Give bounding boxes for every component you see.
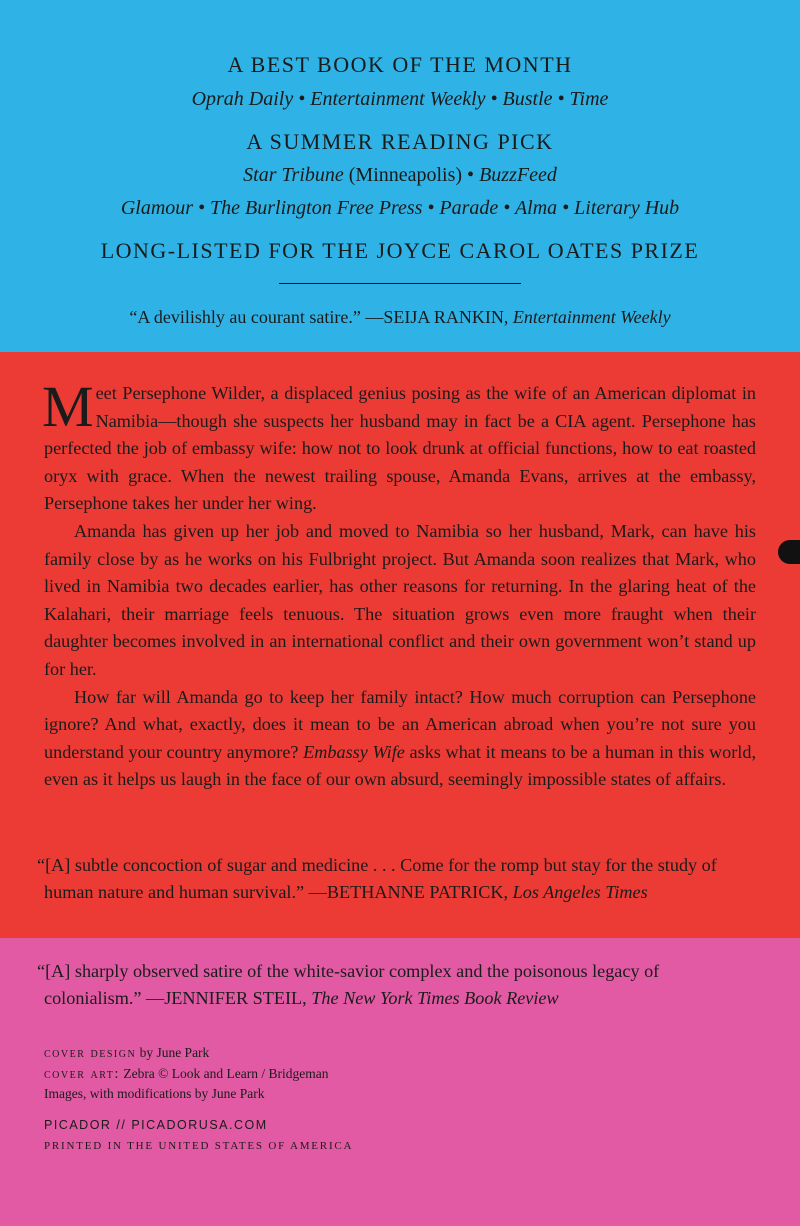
description-paragraph-2: Amanda has given up her job and moved to Namibia so her husband, Mark, can have his family close by as he works on his Fulbright project. But Amanda soon realizes that Mark, who lived in Namibia two decades earlier, has other reasons for returning. In the glaring heat of the Kalahari, their marriage feels tenuous. The situation grows even more fraught when their daughter becomes involved in an international conflict and their own government won’t stand up for her. [44,520,756,679]
cover-credits [44,1043,644,1104]
prize-heading: LONG-LISTED FOR THE JOYCE CAROL OATES PRIZE [100,238,700,263]
cover-design-text: by June Park [136,1045,210,1060]
description-paragraph-1 [42,374,756,518]
cover-art-label: cover art: [44,1065,120,1082]
publisher-logo-icon [778,540,800,564]
printed-line: PRINTED IN THE UNITED STATES OF AMERICA [44,1140,354,1152]
summer-pick-list-1 [0,164,800,187]
star-tribune: Star Tribune [243,164,344,186]
divider-rule [279,283,521,284]
lat-quote-text: “[A] subtle concoction of sugar and medicine . . . Come for the romp but stay for the study of human nature and human survival.” —BETHANNE PATRICK, [37,855,717,902]
ew-quote [0,307,800,328]
lat-quote-source: Los Angeles Times [512,882,648,902]
best-book-list: Oprah Daily • Entertainment Weekly • Bustle • Time [191,88,609,110]
paragraph-3-text-a: How far will Amanda go to keep her family intact? How much corruption can Persephone ignore? And what, exactly, does it mean to be an American abroad when you’re not sure you understand your country anymore? [44,686,756,762]
cover-art-credit [44,1064,644,1085]
ew-quote-text: “A devilishly au courant satire.” —SEIJA RANKIN, [129,307,513,327]
nyt-quote-source: The New York Times Book Review [311,988,559,1008]
publisher-line: PICADOR // PICADORUSA.COM [44,1118,268,1132]
summer-pick-heading: A SUMMER READING PICK [246,129,554,154]
drop-cap: M [42,374,94,439]
cover-art-credit-2: Images, with modifications by June Park [44,1086,265,1101]
lat-quote [37,852,756,906]
paragraph-1-text: eet Persephone Wilder, a displaced genius posing as the wife of an American diplomat in Namibia—though she suspects her husband may in fact be a CIA agent. Persephone has perfected the job of embassy wife: how not to look drunk at official functions, how to eat roasted oryx with grace. When the newest trailing spouse, Amanda Evans, arrives at the embassy, Persephone takes her under her wing. [44,383,756,514]
cover-design-label: cover design [44,1045,137,1061]
cover-design-credit [44,1043,644,1064]
book-description [42,374,756,794]
nyt-quote [37,958,756,1012]
nyt-quote-text: “[A] sharply observed satire of the white-savior complex and the poisonous legacy of colonialism.” —JENNIFER STEIL, [37,961,660,1008]
cover-art-text: Zebra © Look and Learn / Bridgeman [119,1065,329,1081]
description-paragraph-3 [44,684,756,794]
summer-pick-list-2: Glamour • The Burlington Free Press • Parade • Alma • Literary Hub [120,197,680,219]
book-title: Embassy Wife [303,741,405,762]
best-book-heading: A BEST BOOK OF THE MONTH [227,52,573,77]
paragraph-3-text-b: asks what it means to be a human in this world, even as it helps us laugh in the face of our own absurd, seemingly impossible states of affairs. [44,741,756,790]
ew-quote-source: Entertainment Weekly [512,307,671,327]
minneapolis: (Minneapolis) • [343,164,480,186]
buzzfeed: BuzzFeed [479,164,557,186]
